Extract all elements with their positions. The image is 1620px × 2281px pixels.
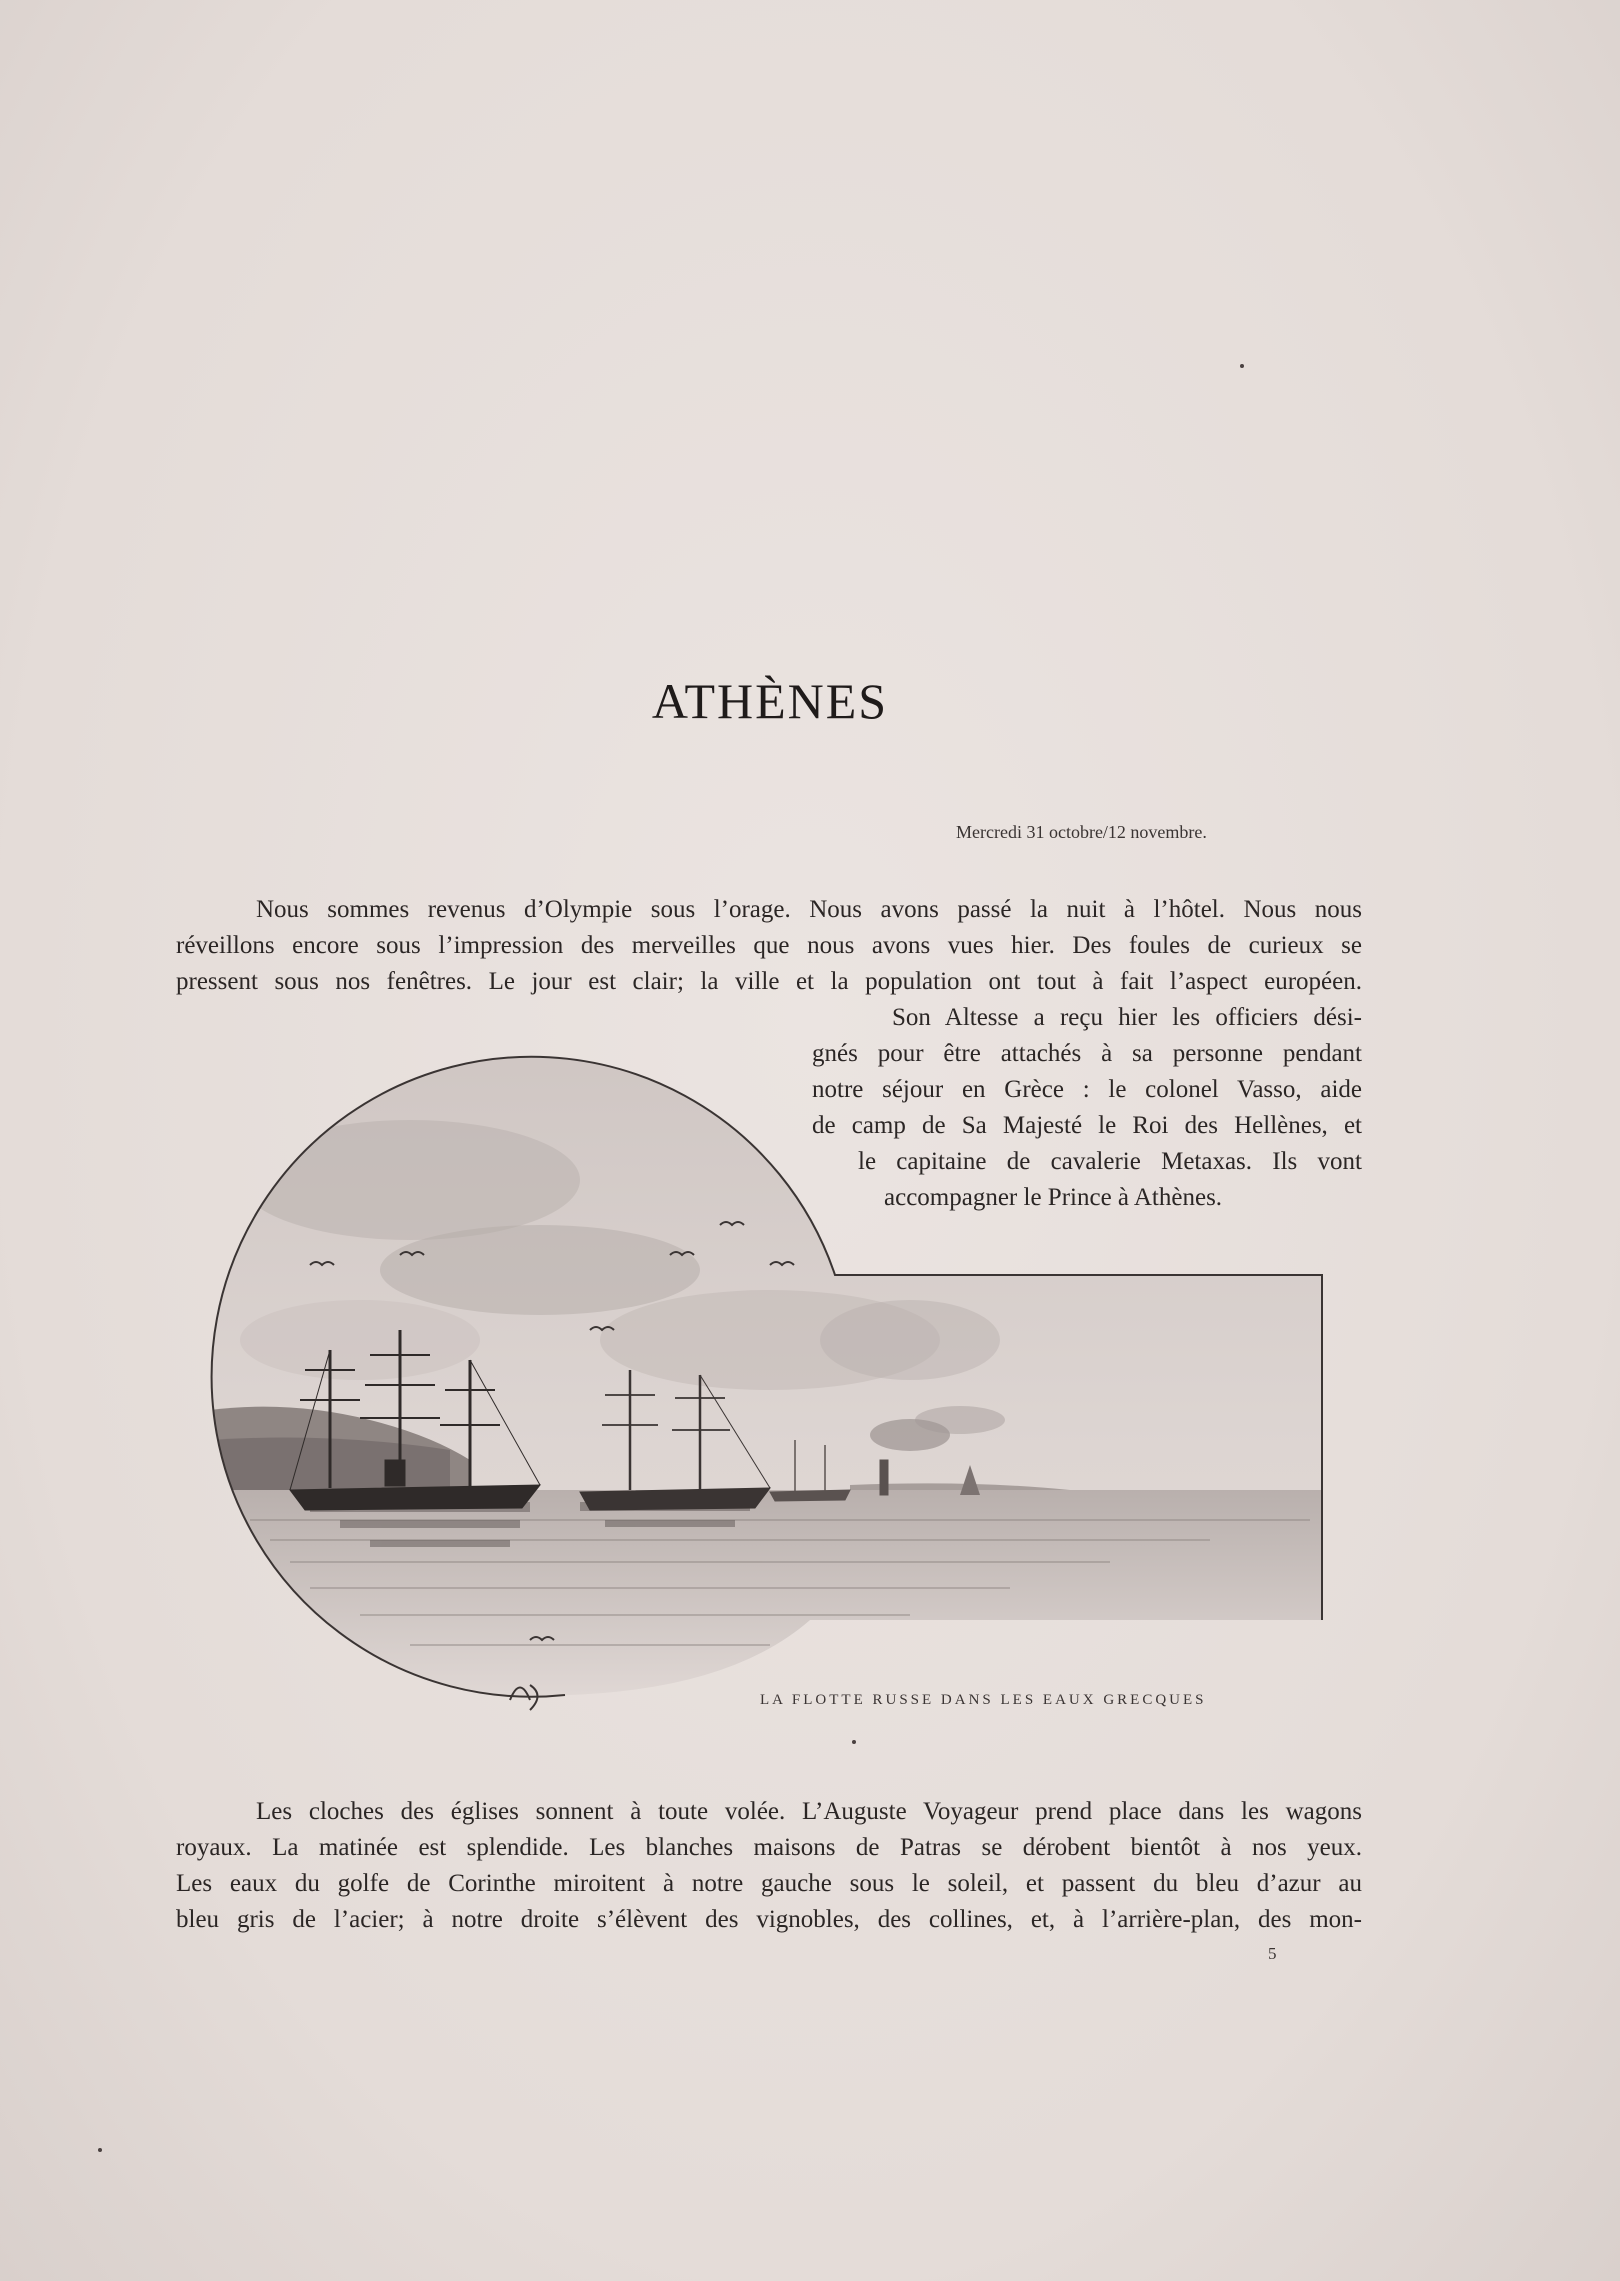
wrapped-line: de camp de Sa Majesté le Roi des Hellènes, et xyxy=(812,1112,1362,1139)
wrapped-line: notre séjour en Grèce : le colonel Vasso, aide xyxy=(812,1076,1362,1103)
chapter-title: ATHÈNES xyxy=(651,673,889,729)
dateline: Mercredi 31 octobre/12 novembre. xyxy=(956,822,1207,842)
paper-speck xyxy=(852,1740,856,1744)
page-number: 5 xyxy=(1268,1944,1277,1963)
paragraph-line: Les eaux du golfe de Corinthe miroitent à notre gauche sous le soleil, et passent du bleu d’azur au xyxy=(176,1870,1362,1897)
wrapped-line: accompagner le Prince à Athènes. xyxy=(884,1184,1223,1211)
paragraph-1 xyxy=(176,892,1362,1000)
wrapped-line: gnés pour être attachés à sa personne pendant xyxy=(812,1040,1362,1067)
illustration-caption: LA FLOTTE RUSSE DANS LES EAUX GRECQUES xyxy=(760,1692,1207,1708)
paragraph-line: bleu gris de l’acier; à notre droite s’élèvent des vignobles, des collines, et, à l’arrière-plan, des mon- xyxy=(176,1906,1362,1933)
paper-speck xyxy=(1240,364,1244,368)
paragraph-line: réveillons encore sous l’impression des merveilles que nous avons vues hier. Des foules de curieux se xyxy=(176,932,1362,959)
paragraph-line: Les cloches des églises sonnent à toute volée. L’Auguste Voyageur prend place dans les wagons xyxy=(256,1798,1362,1825)
harbor-engraving xyxy=(210,1040,1330,1720)
wrapped-line: Son Altesse a reçu hier les officiers dési- xyxy=(892,1004,1362,1031)
paragraph-2 xyxy=(176,1794,1362,1938)
paper-speck xyxy=(98,2148,102,2152)
wrapped-line: le capitaine de cavalerie Metaxas. Ils vont xyxy=(858,1148,1362,1175)
paragraph-line: royaux. La matinée est splendide. Les blanches maisons de Patras se dérobent bientôt à nos yeux. xyxy=(176,1834,1362,1861)
paragraph-line: pressent sous nos fenêtres. Le jour est clair; la ville et la population ont tout à fait l’aspect européen. xyxy=(176,968,1362,995)
paragraph-line: Nous sommes revenus d’Olympie sous l’orage. Nous avons passé la nuit à l’hôtel. Nous nous xyxy=(256,896,1362,923)
